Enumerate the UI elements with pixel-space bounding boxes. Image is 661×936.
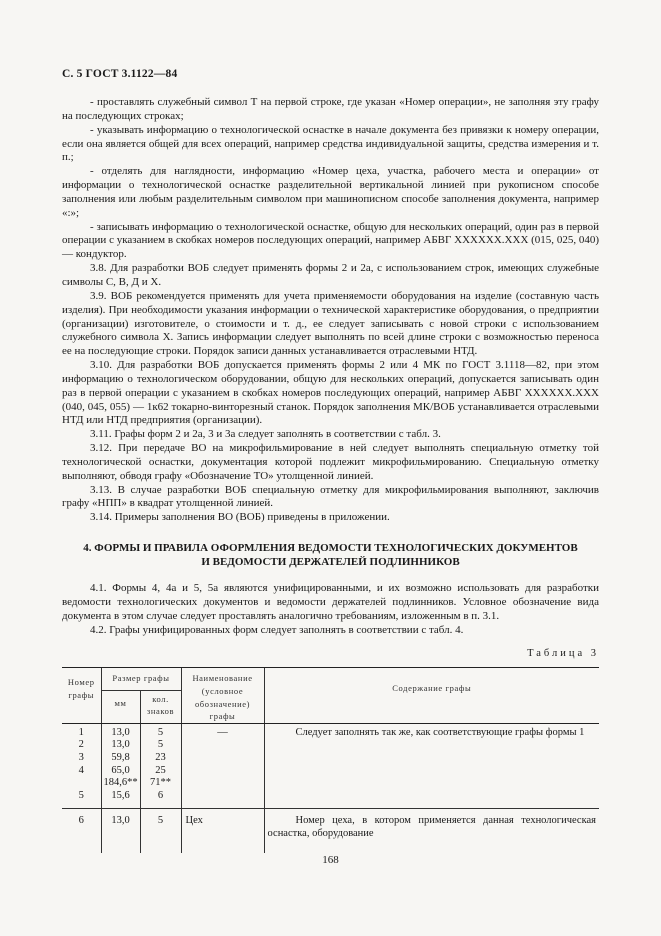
page-header: С. 5 ГОСТ 3.1122—84: [62, 68, 178, 80]
paragraph: 3.13. В случае разработки ВОБ специальную отметку для микрофильмирования выполняют, заключив графу «НПП» в квадрат утолщенной линией.: [62, 483, 599, 510]
paragraph: - отделять для наглядности, информацию «Номер цеха, участка, рабочего места и операции» от информации о технологической оснастке разделительной вертикальной линией при рукописном способе заполнения или любым разделительным символом при машинописном способе заполнения документа, например «:»;: [62, 165, 599, 219]
cell-name: —: [181, 723, 264, 809]
table-header-row: [62, 668, 599, 690]
paragraph: 3.8. Для разработки ВОБ следует применять формы 2 и 2а, с использованием строк, имеющих служебные символы С, В, Д и Х.: [62, 262, 599, 288]
header-content: Содержание графы: [264, 668, 599, 723]
header-size: Размер графы: [101, 668, 181, 690]
cell-chars: 5 5 23 25 71** 6: [140, 723, 181, 809]
paragraph: 3.14. Примеры заполнения ВО (ВОБ) приведены в приложении.: [90, 511, 390, 524]
paragraph: - указывать информацию о технологической оснастке в начале документа без привязки к номеру операции, если она является общей для всех операций, например средства индивидуальной защиты, средства измерения и т. п.;: [62, 123, 599, 164]
table-caption: Таблица 3: [527, 647, 599, 659]
paragraph: - записывать информацию о технологической оснастке, общую для нескольких операций, один раз в первой операции с указанием в скобках номеров последующих операций, например АБВГ ХХХХХХ.ХХХ (015, 025, 040) — кондуктор.: [62, 220, 599, 261]
paragraph: 3.10. Для разработки ВОБ допускается применять формы 2 или 4 МК по ГОСТ 3.1118—82, при этом информацию о технологическом оборудовании, общую для нескольких операций, допускается записывать один раз в первой операции с указанием в скобках номеров последующих операций, например АБВГ ХХХХХХ.ХХХ (040, 045, 055) — 1к62 токарно-винторезный станок. Порядок заполнения МК/ВОБ устанавливается отраслевыми НТД или НТД предприятия (организации).: [62, 359, 599, 427]
cell-mm: 13,0 13,0 59,8 65,0 184,6** 15,6: [101, 723, 140, 809]
cell-numbers: 1 2 3 4 5: [62, 723, 101, 809]
cell-content: Следует заполнять так же, как соответствующие графы формы 1: [264, 723, 599, 809]
header-chars: кол. знаков: [140, 690, 181, 723]
document-body: [62, 96, 599, 853]
paragraph: 4.1. Формы 4, 4а и 5, 5а являются унифицированными, и их возможно использовать для разработки ведомости технологических документов и ведомости держателей подлинников. Условное обозначение вида документа в этом случае следует проставлять аналогично требованиям, изложенным в п. 3.1.: [62, 582, 599, 622]
header-mm: мм: [101, 690, 140, 723]
table-row: [62, 723, 599, 809]
paragraph: 4.2. Графы унифицированных форм следует заполнять в соответствии с табл. 4.: [90, 623, 464, 636]
cell-chars: 5: [140, 809, 181, 854]
cell-numbers: 6: [78, 815, 84, 827]
paragraph: 3.9. ВОБ рекомендуется применять для учета применяемости оборудования на изделие (составную часть изделия). При необходимости указания информации о технической характеристике оборудования, о предприятии (организации) изготовителе, о стоимости и т. д., ее следует записывать с новой строки с использованием служебного символа Х. Запись информации следует выполнять по всей длине строки с возможностью переноса ее на последующие строки. Порядок записи данных устанавливается отраслевыми НТД.: [62, 289, 599, 358]
header-number: Номер графы: [62, 668, 101, 723]
paragraph: - проставлять служебный символ Т на первой строке, где указан «Номер операции», не заполняя эту графу на последующих строках;: [62, 96, 599, 122]
paragraph: 3.11. Графы форм 2 и 2а, 3 и 3а следует заполнять в соответствии с табл. 3.: [90, 428, 441, 441]
table-row: [62, 809, 599, 854]
header-name: Наименование (условное обозначение) графы: [181, 668, 264, 723]
cell-name: Цех: [181, 809, 264, 854]
section-title: 4. ФОРМЫ И ПРАВИЛА ОФОРМЛЕНИЯ ВЕДОМОСТИ ТЕХНОЛОГИЧЕСКИХ ДОКУМЕНТОВ И ВЕДОМОСТИ ДЕРЖАТЕЛЕЙ ПОДЛИННИКОВ: [83, 542, 578, 568]
paragraph: 3.12. При передаче ВО на микрофильмирование в ней следует выполнять специальную отметку той технологической оснастки, документация которой подлежит микрофильмированию. Специальную отметку выполняют, обводя графу «Обозначение ТО» утолщенной линией.: [62, 442, 599, 482]
cell-content: Номер цеха, в котором применяется данная технологическая оснастка, оборудование: [264, 809, 599, 854]
cell-mm: 13,0: [101, 809, 140, 854]
table-3: [62, 667, 599, 853]
page-number: 168: [322, 854, 339, 866]
